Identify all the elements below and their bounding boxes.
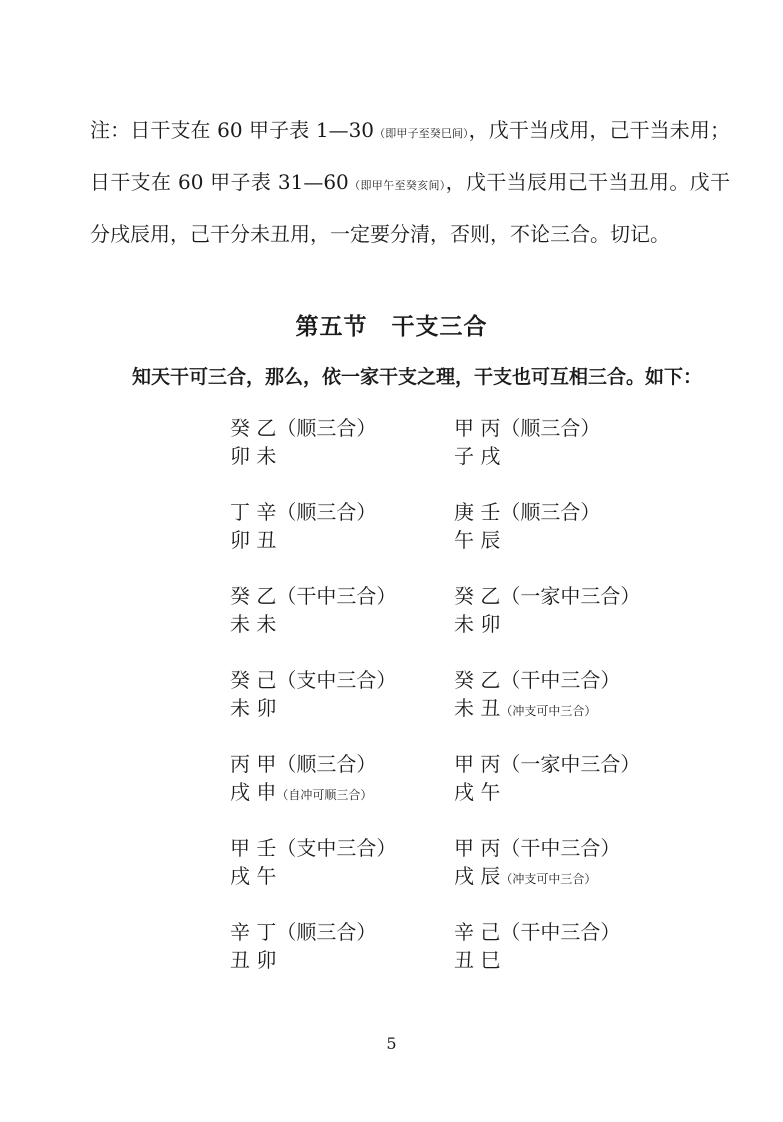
entry-item (454, 498, 600, 557)
entry-line-2-text: 卯 未 (230, 444, 277, 468)
entry-line-1: 庚 壬（顺三合） (454, 500, 601, 524)
entry-line-2 (454, 526, 600, 557)
intro-paragraph: 知天干可三合，那么，依一家干支之理，干支也可互相三合。如下： (132, 366, 703, 388)
entry-line-2 (454, 694, 620, 725)
entry-item (230, 834, 396, 893)
entry-line-2 (230, 694, 396, 725)
entry-line-2-text: 戌 辰 (454, 864, 501, 888)
entry-line-2-text: 丑 卯 (230, 948, 277, 972)
entry-item (230, 918, 376, 977)
entry-line-2 (230, 946, 376, 977)
entry-item (230, 750, 376, 809)
note-small-1: （即甲子至癸巳间） (374, 127, 469, 140)
entry-line-2-text: 未 丑 (454, 696, 501, 720)
entry-line-2-text: 戌 午 (230, 864, 277, 888)
entry-item (230, 414, 376, 473)
entry-line-2-text: 未 卯 (230, 696, 277, 720)
note-text-3: ，戊干当辰用己干当丑用。戊干分戌辰用，己干分未丑用，一定要分清，否则，不论三合。切记。 (90, 170, 731, 246)
entry-line-1: 甲 丙（一家中三合） (454, 752, 641, 776)
entry-line-1: 甲 丙（干中三合） (454, 836, 621, 860)
entry-item (230, 666, 396, 725)
entry-line-2-text: 卯 丑 (230, 528, 277, 552)
entry-line-2 (230, 442, 376, 473)
note-paragraph (90, 106, 730, 258)
entry-line-2 (230, 610, 396, 641)
entry-line-1: 辛 己（干中三合） (454, 920, 621, 944)
entry-item (454, 918, 620, 977)
entry-line-1: 丙 甲（顺三合） (230, 752, 377, 776)
entry-line-2-text: 午 辰 (454, 528, 501, 552)
entry-item (454, 414, 600, 473)
entry-item (454, 750, 640, 809)
entry-line-1: 辛 丁（顺三合） (230, 920, 377, 944)
note-small-2: （即甲午至癸亥间） (348, 179, 446, 192)
section-heading: 第五节 干支三合 (295, 313, 488, 340)
note-text-1: 注：日干支在 60 甲子表 1—30 (90, 118, 375, 142)
entry-item (454, 582, 640, 641)
entry-line-2 (230, 526, 376, 557)
entry-line-2-text: 未 未 (230, 612, 277, 636)
note-text-2: ，戊干当戌用，己干当未用；日干支在 60 甲子表 31—60 (90, 118, 731, 194)
entry-line-1: 癸 乙（干中三合） (230, 584, 397, 608)
entry-line-2-text: 子 戌 (454, 444, 501, 468)
entry-line-1: 癸 乙（干中三合） (454, 668, 621, 692)
entry-item (230, 582, 396, 641)
entry-line-2 (230, 862, 396, 893)
page-number: 5 (386, 1034, 397, 1053)
entry-line-2 (454, 946, 620, 977)
entry-line-1: 癸 乙（顺三合） (230, 416, 377, 440)
entry-line-1: 丁 辛（顺三合） (230, 500, 377, 524)
entry-line-2-text: 戌 申 (230, 780, 277, 804)
entry-line-2-text: 丑 巳 (454, 948, 501, 972)
entry-item (454, 834, 620, 893)
entry-line-2 (230, 778, 376, 809)
entry-note: （自冲可顺三合） (276, 788, 373, 802)
entry-line-2 (454, 610, 640, 641)
entry-line-2 (454, 442, 600, 473)
entry-line-1: 癸 己（支中三合） (230, 668, 397, 692)
entry-line-2 (454, 778, 640, 809)
entry-line-2-text: 未 卯 (454, 612, 501, 636)
entry-line-2 (454, 862, 620, 893)
entry-note: （冲支可中三合） (500, 872, 597, 886)
entry-line-1: 甲 壬（支中三合） (230, 836, 397, 860)
entry-line-1: 癸 乙（一家中三合） (454, 584, 641, 608)
entry-line-1: 甲 丙（顺三合） (454, 416, 601, 440)
entry-item (454, 666, 620, 725)
entry-line-2-text: 戌 午 (454, 780, 501, 804)
entry-note: （冲支可中三合） (500, 704, 597, 718)
entry-item (230, 498, 376, 557)
